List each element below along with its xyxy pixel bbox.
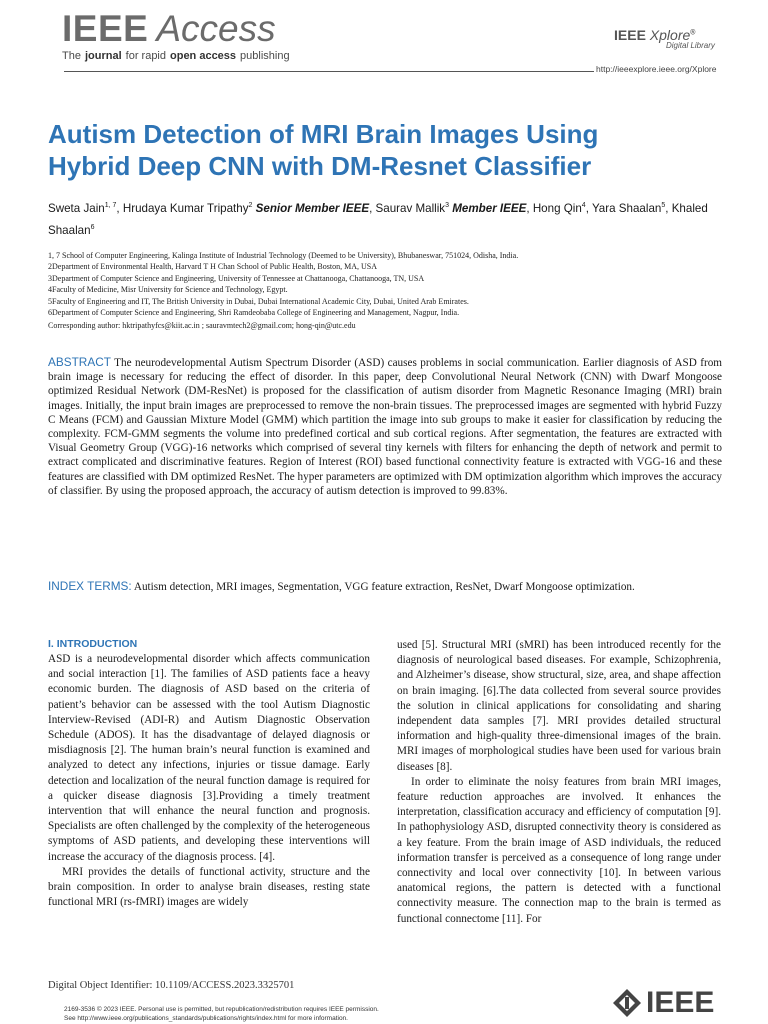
affiliation: 4Faculty of Medicine, Misr University for Science and Technology, Egypt.: [48, 285, 288, 295]
xplore-italic: Xplore: [649, 27, 691, 43]
affiliation: 3Department of Computer Science and Engineering, University of Tennessee at Chattanooga, Chattanooga, TN, USA: [48, 273, 425, 283]
affiliation: 2Department of Environmental Health, Harvard T H Chan School of Public Health, Boston, MA, USA: [48, 262, 377, 272]
brand-bold: IEEE: [62, 8, 149, 49]
author-1-sup: 1, 7: [104, 202, 117, 209]
xplore-reg: ®: [690, 29, 696, 37]
tagline-pre: The: [62, 50, 81, 62]
abstract-heading: ABSTRACT: [48, 355, 111, 369]
license-line-1: 2169-3536 © 2023 IEEE. Personal use is permitted, but republication/redistribution requires IEEE permission.: [64, 1006, 379, 1013]
ieee-xplore-logo: [614, 27, 715, 50]
author-list: Sweta Jain$^{1, 7}$, Hrudaya Kumar Tripathy$^2$ Senior Member IEEE, Saurav Mallik$^3$ Member IEEE, Hong Qin$^4$, Yara Shaalan$^5$, Khaled Shaalan$^6$: [48, 201, 708, 237]
affiliation: 6Department of Computer Science and Engineering, Shri Ramdeobaba College of Engineering and Management, Nagpur, India.: [48, 308, 460, 318]
index-terms-text: Autism detection, MRI images, Segmentation, VGG feature extraction, ResNet, Dwarf Mongoose optimization.: [133, 581, 635, 593]
xplore-bold: IEEE: [614, 27, 646, 43]
index-terms: [48, 579, 722, 594]
journal-logo: [62, 8, 276, 50]
author-2-role: Senior Member IEEE: [255, 201, 370, 215]
xplore-subtitle: Digital Library: [666, 41, 715, 50]
author-5-sup: 5: [661, 202, 666, 209]
journal-tagline: [62, 50, 290, 62]
abstract: [48, 355, 722, 498]
brand-light: Access: [156, 8, 276, 49]
body-column-left: [48, 652, 370, 910]
author-3: Saurav Mallik: [375, 201, 446, 215]
header-rule: [64, 71, 594, 72]
author-2: Hrudaya Kumar Tripathy: [122, 201, 249, 215]
affiliations: [48, 250, 738, 318]
license-notice: [64, 1005, 584, 1023]
ieee-logo: [612, 986, 714, 1020]
tagline-bold-1: journal: [84, 50, 122, 62]
paragraph: In order to eliminate the noisy features from brain MRI images, feature reduction approaches are involved. It enhances the interpretation, classification accuracy and efficiency of computation [9]. In pathophysiology ASD, disrupted connectivity theory is considered as a key feature. From the brain image of ASD individuals, the reduced information transfer is perceived as a consequence of long range under connectivity and local over connectivity [10]. In between various anatomical regions, the pattern is detected with a functional connectivity measure. The connection map to the brain is termed as functional connectome [11]. For: [397, 775, 721, 925]
paper-title: [48, 118, 728, 182]
tagline-bold-2: open access: [170, 50, 237, 62]
doi: Digital Object Identifier: 10.1109/ACCESS.2023.3325701: [48, 980, 295, 991]
ieee-diamond-icon: [612, 988, 642, 1018]
xplore-url[interactable]: http://ieeexplore.ieee.org/Xplore: [596, 64, 717, 74]
author-2-sup: 2: [248, 202, 253, 209]
license-line-2[interactable]: See http://www.ieee.org/publications_standards/publications/rights/index.html for more information.: [64, 1015, 348, 1022]
paragraph: ASD is a neurodevelopmental disorder which affects communication and social interaction [1]. The families of ASD patients face a heavy economic burden. The diagnosis of ASD based on the criteria of patient’s behavior can be assessed with the tool Autism Diagnostic Interview-Revised (ADI-R) and Autism Diagnostic Observation Schedule (ADOS). It has the disadvantage of delayed diagnosis or misdiagnosis [2]. The human brain’s neural function is examined and analyzed to detect any infections, injuries or tissue damage. Early detection and localization of the neural function damage is required for a quicker disease diagnosis [3].Providing a timely treatment intervention that will enhance the neural function and prognosis. Specialists are often challenged by the complexity of the heterogeneous symptoms of ASD patients, and developing these interventions will increase the accuracy of the diagnosis process. [4].: [48, 653, 370, 863]
author-6-sup: 6: [90, 223, 95, 231]
title-line-1: Autism Detection of MRI Brain Images Using: [48, 119, 599, 149]
author-6: Khaled Shaalan: [48, 201, 708, 237]
author-4: Hong Qin: [532, 201, 582, 215]
tagline-post: publishing: [240, 50, 290, 62]
section-heading-introduction: I. INTRODUCTION: [48, 638, 138, 650]
abstract-text: The neurodevelopmental Autism Spectrum Disorder (ASD) causes problems in social communication. Earlier diagnosis of ASD from brain image is necessary for reducing the effect of disorder. In this paper, deep Convolutional Neural Network (CNN) with Dwarf Mongoose optimized Residual Network (DM-ResNet) is proposed for the classification of autism disorder from Magnetic Resonance Imaging (MRI) brain images. Initially, the input brain images are preprocessed to remove the non-brain tissues. The preprocessed images are segmented with hybrid Fuzzy C Means (FCM) and Gaussian Mixture Model (GMM) which partition the image into sub groups to make it easier for classification by reducing the complexity. FCM-GMM segments the volume into predefined cortical and sub cortical regions. After segmentation, the features are extracted with Visual Geometry Group (VGG)-16 networks which comprised of several tiny kernels with filters for enhancing the depth of network and permit to extract complicated and discriminative features. Region of Interest (ROI) based functional connectivity feature is extracted with VGG-16 and these features are classified with DM optimized ResNet. The hyper parameters are optimized with DM optimization algorithm which improves the accuracy of classifier. By using the proposed approach, the accuracy of autism detection is improved to 99.83%.: [48, 357, 722, 497]
index-terms-heading: INDEX TERMS:: [48, 579, 132, 593]
author-1: Sweta Jain: [48, 201, 105, 215]
ieee-logo-text: IEEE: [646, 986, 715, 1019]
body-column-right: [397, 638, 721, 927]
affiliation: 5Faculty of Engineering and IT, The British University in Dubai, Dubai International Academic City, Dubai, United Arab Emirates.: [48, 296, 469, 306]
paragraph: used [5]. Structural MRI (sMRI) has been introduced recently for the diagnosis of neurological based diseases. For example, Schizophrenia, and Alzheimer’s disease, show structural, size, area, and shape affection on brain imaging. [6].The data collected from several source provides the solution in clinical applications for consolidating and sharing independent data samples [7]. MRI provides detailed structural information and high-quality three-dimensional images of the brain. MRI images of morphological studies have been used for various brain diseases [8].: [397, 639, 721, 773]
corresponding-author: Corresponding author: hktripathyfcs@kiit.ac.in ; sauravmtech2@gmail.com; hong-qin@utc.edu: [48, 321, 356, 330]
author-4-sup: 4: [581, 202, 586, 209]
title-line-2: Hybrid Deep CNN with DM-Resnet Classifier: [48, 151, 592, 181]
author-5: Yara Shaalan: [591, 201, 662, 215]
affiliation: 1, 7 School of Computer Engineering, Kalinga Institute of Industrial Technology (Deemed to be University), Bhubaneswar, 751024, Odisha, India.: [48, 251, 519, 260]
author-3-sup: 3: [445, 202, 450, 209]
author-3-role: Member IEEE: [452, 201, 527, 215]
paragraph: MRI provides the details of functional activity, structure and the brain composition. In order to analyse brain diseases, resting state functional MRI (rs-fMRI) images are widely: [48, 865, 370, 909]
tagline-mid: for rapid: [125, 50, 166, 62]
